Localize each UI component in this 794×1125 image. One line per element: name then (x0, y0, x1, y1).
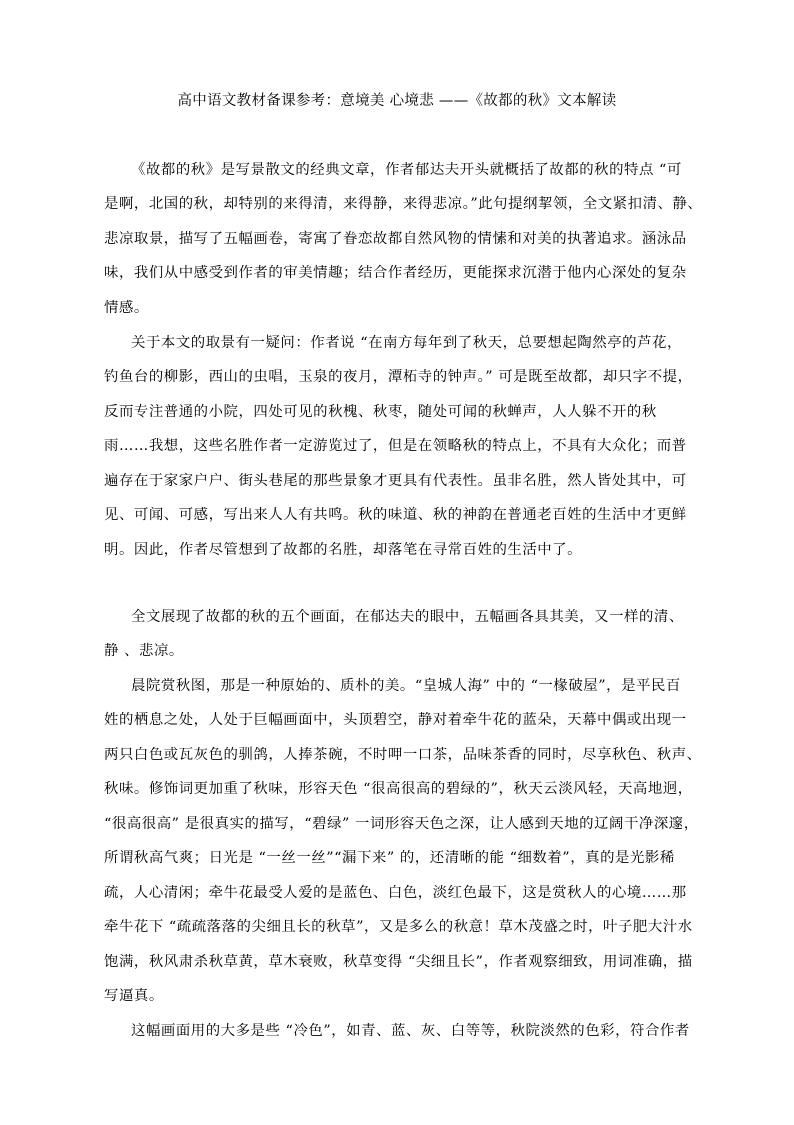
document-title: 高中语文教材备课参考：意境美 心境悲 ——《故都的秋》文本解读 (177, 93, 617, 109)
paragraph-2-line-2: 钓鱼台的柳影，西山的虫唱，玉泉的夜月，潭柘寺的钟声。” 可是既至故都，却只字不提， (104, 369, 693, 385)
paragraph-4-line-8: 牵牛花下 “疏疏落落的尖细且长的秋草”，又是多么的秋意！草木茂盛之时，叶子肥大汁水 (104, 919, 693, 935)
paragraph-2-line-1: 关于本文的取景有一疑问：作者说 “在南方每年到了秋天，总要想起陶然亭的芦花， (131, 335, 682, 351)
paragraph-2-line-6: 见、可闻、可感，写出来人人有共鸣。秋的味道、秋的神韵在普通老百姓的生活中才更鲜 (104, 507, 687, 523)
paragraph-4-line-10: 写逼真。 (104, 988, 164, 1004)
paragraph-4-line-5: “很高很高” 是很真实的描写，“碧绿” 一词形容天色之深，让人感到天地的辽阔干净深邃， (104, 816, 699, 832)
paragraph-4-line-3: 两只白色或瓦灰色的驯鸽，人捧茶碗，不时呷一口茶，品味茶香的同时，尽享秋色、秋声、 (104, 747, 702, 763)
paragraph-4-line-1: 晨院赏秋图，那是一种原始的、质朴的美。“皇城人海” 中的 “一椽破屋”，是平民百 (131, 678, 681, 694)
paragraph-1-line-2: 是啊，北国的秋，却特别的来得清，来得静，来得悲凉。”此句提纲挈领，全文紧扣清、静、 (104, 196, 703, 212)
paragraph-2-line-3: 反而专注普通的小院，四处可见的秋槐、秋枣，随处可闻的秋蝉声，人人躲不开的秋 (104, 404, 657, 420)
paragraph-1-line-1: 《故都的秋》是写景散文的经典文章，作者郁达夫开头就概括了故都的秋的特点 “可 (131, 162, 682, 178)
paragraph-1-line-4: 味，我们从中感受到作者的审美情趣；结合作者经历，更能探求沉潜于他内心深处的复杂 (104, 265, 687, 281)
paragraph-5-line-1: 这幅画面用的大多是些 “冷色”，如青、蓝、灰、白等等，秋院淡然的色彩，符合作者 (131, 1023, 690, 1039)
paragraph-2-line-5: 遍存在于家家户户、街头巷尾的那些景象才更具有代表性。虽非名胜，然人皆处其中，可 (104, 473, 687, 489)
paragraph-4-line-9: 饱满，秋风肃杀秋草黄，草木衰败，秋草变得 “尖细且长”，作者观察细致，用词准确，描 (104, 954, 693, 970)
paragraph-1-line-5: 情感。 (104, 300, 149, 316)
paragraph-2-line-4: 雨……我想，这些名胜作者一定游览过了，但是在领略秋的特点上，不具有大众化；而普 (104, 438, 687, 454)
paragraph-1-line-3: 悲凉取景，描写了五幅画卷，寄寓了眷恋故都自然风物的情愫和对美的执著追求。涵泳品 (104, 231, 687, 247)
paragraph-4-line-4: 秋味。修饰词更加重了秋味，形容天色 “很高很高的碧绿的”，秋天云淡风轻，天高地迥， (104, 781, 693, 797)
paragraph-4-line-2: 姓的栖息之处，人处于巨幅画面中，头顶碧空，静对着牵牛花的蓝朵，天幕中偶或出现一 (104, 712, 687, 728)
paragraph-4-line-6: 所谓秋高气爽；日光是 “一丝一丝”“漏下来” 的，还清晰的能 “细数着”，真的是光影稀 (104, 850, 675, 866)
paragraph-3-line-1: 全文展现了故都的秋的五个画面，在郁达夫的眼中，五幅画各具其美，又一样的清、 (131, 609, 684, 625)
paragraph-4-line-7: 疏，人心清闲；牵牛花最受人爱的是蓝色、白色，淡红色最下，这是赏秋人的心境……那 (104, 885, 687, 901)
paragraph-2-line-7: 明。因此，作者尽管想到了故都的名胜，却落笔在寻常百姓的生活中了。 (104, 542, 583, 558)
paragraph-3-line-2: 静 、悲凉。 (104, 643, 184, 659)
